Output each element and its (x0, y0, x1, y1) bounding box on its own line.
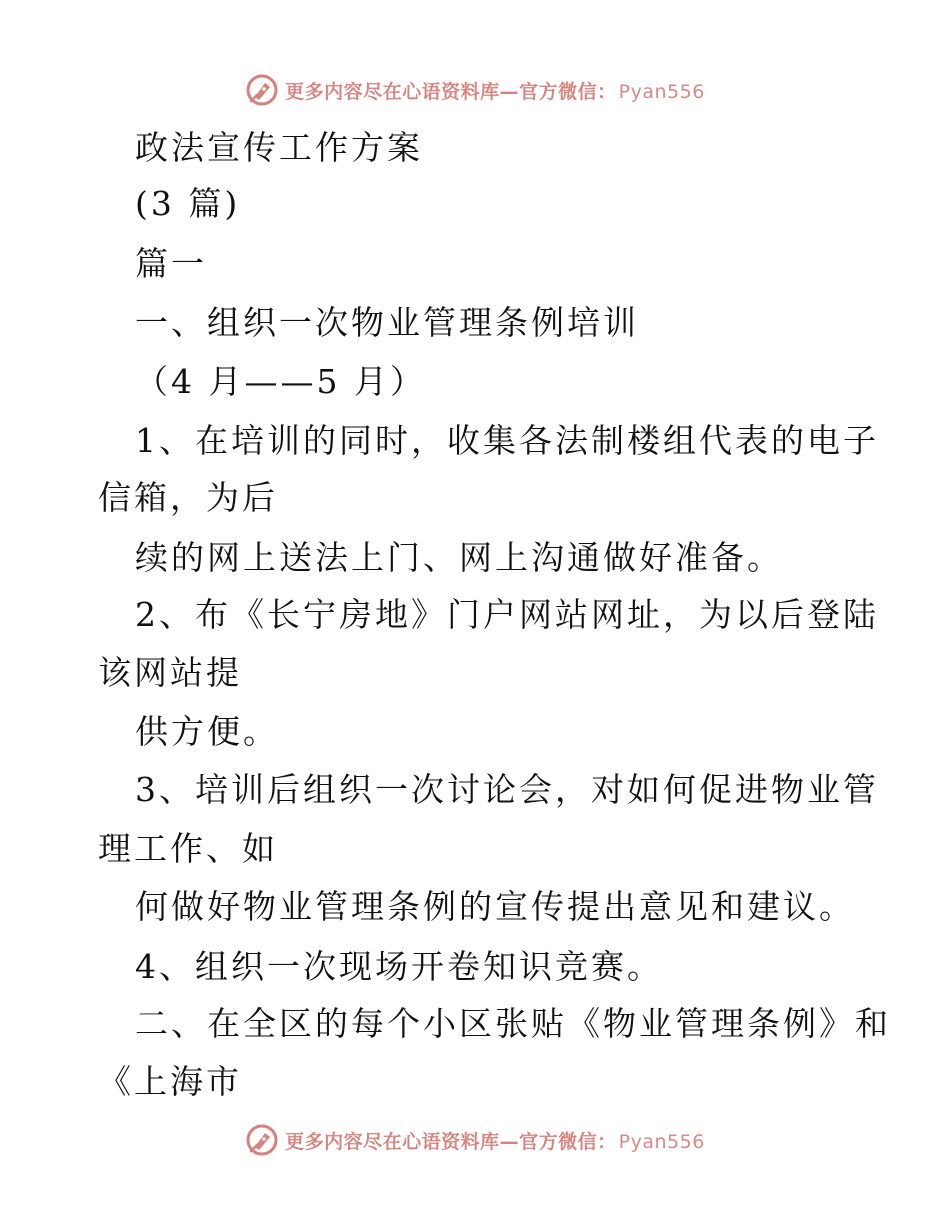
paragraph-line: 《上海市 (98, 1062, 242, 1101)
paragraph-line: 4、组织一次现场开卷知识竞赛。 (135, 947, 663, 986)
watermark-id: Pyan556 (618, 80, 705, 103)
paragraph-line: 1、在培训的同时，收集各法制楼组代表的电子 (135, 421, 879, 460)
watermark-id: Pyan556 (618, 1130, 705, 1153)
paragraph-line: 续的网上送法上门、网上沟通做好准备。 (135, 538, 783, 577)
pen-nib-logo-icon (245, 73, 279, 107)
watermark-text: 更多内容尽在心语资料库—官方微信： Pyan556 (285, 1130, 705, 1153)
paragraph-line: 3、培训后组织一次讨论会，对如何促进物业管 (135, 770, 879, 809)
doc-subtitle: (3 篇) (135, 184, 241, 223)
header-watermark (0, 70, 950, 110)
paragraph-line: 理工作、如 (98, 829, 278, 868)
paragraph-line: （4 月——5 月） (135, 362, 426, 401)
paragraph-line: 二、在全区的每个小区张贴《物业管理条例》和 (135, 1004, 891, 1043)
paragraph-line: 供方便。 (135, 712, 279, 751)
section-heading: 篇一 (135, 244, 207, 283)
paragraph-line: 该网站提 (98, 653, 242, 692)
paragraph-line: 何做好物业管理条例的宣传提出意见和建议。 (135, 887, 855, 926)
footer-watermark (0, 1120, 950, 1160)
pen-nib-logo-icon (245, 1123, 279, 1157)
doc-title: 政法宣传工作方案 (135, 128, 423, 167)
paragraph-line: 2、布《长宁房地》门户网站网址，为以后登陆 (135, 595, 879, 634)
watermark-text: 更多内容尽在心语资料库—官方微信： Pyan556 (285, 80, 705, 103)
paragraph-line: 一、组织一次物业管理条例培训 (135, 303, 639, 342)
paragraph-line: 信箱，为后 (98, 478, 278, 517)
